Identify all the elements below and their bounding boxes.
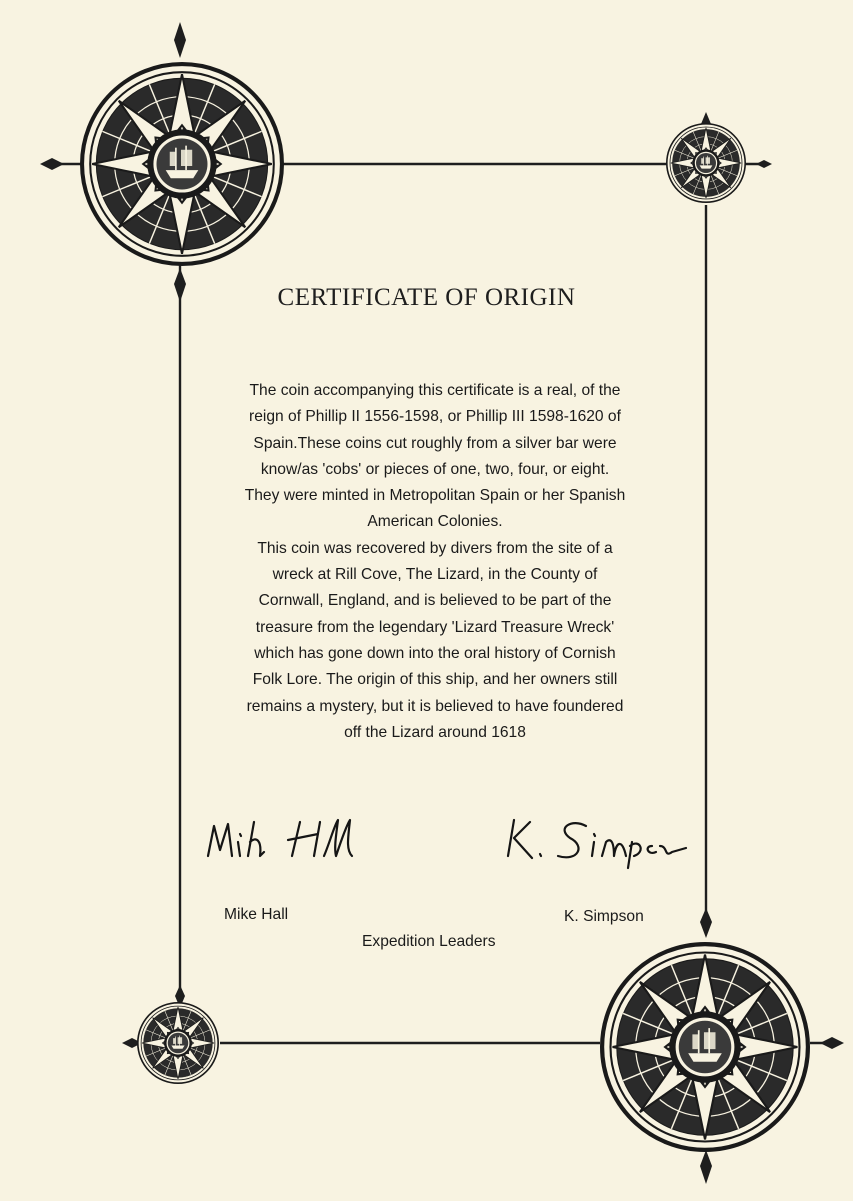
compass-rose-icon <box>602 944 808 1150</box>
body-line: wreck at Rill Cove, The Lizard, in the County of <box>272 566 598 584</box>
body-line: Folk Lore. The origin of this ship, and her owners still <box>252 671 618 689</box>
body-line: know/as 'cobs' or pieces of one, two, four, or eight. <box>260 460 610 478</box>
signatories-role: Expedition Leaders <box>362 933 496 950</box>
body-line: Spain.These coins cut roughly from a silver bar were <box>253 434 617 452</box>
body-line: They were minted in Metropolitan Spain or her Spanish <box>244 487 626 505</box>
certificate-title: CERTIFICATE OF ORIGIN <box>277 284 576 311</box>
compass-rose-icon <box>82 64 282 264</box>
compass-rose-icon <box>667 124 745 202</box>
signatory-right-name: K. Simpson <box>564 908 644 925</box>
body-line: The coin accompanying this certificate is a real, of the <box>249 382 621 399</box>
compass-rose-icon <box>138 1003 218 1083</box>
body-line: which has gone down into the oral history of Cornish <box>254 644 616 662</box>
signature-k-simpson <box>508 820 686 868</box>
body-line: remains a mystery, but it is believed to have foundered <box>246 697 624 715</box>
body-line: treasure from the legendary 'Lizard Treasure Wreck' <box>255 618 615 636</box>
body-line: reign of Phillip II 1556-1598, or Phillip III 1598-1620 of <box>249 408 621 426</box>
body-line: off the Lizard around 1618 <box>344 723 526 741</box>
body-line: Cornwall, England, and is believed to be part of the <box>258 592 612 610</box>
body-line: American Colonies. <box>367 513 503 531</box>
body-line: This coin was recovered by divers from the site of a <box>257 539 613 557</box>
signature-mike-hall <box>208 820 352 856</box>
certificate-body <box>200 378 670 746</box>
signatory-left-name: Mike Hall <box>224 906 289 923</box>
